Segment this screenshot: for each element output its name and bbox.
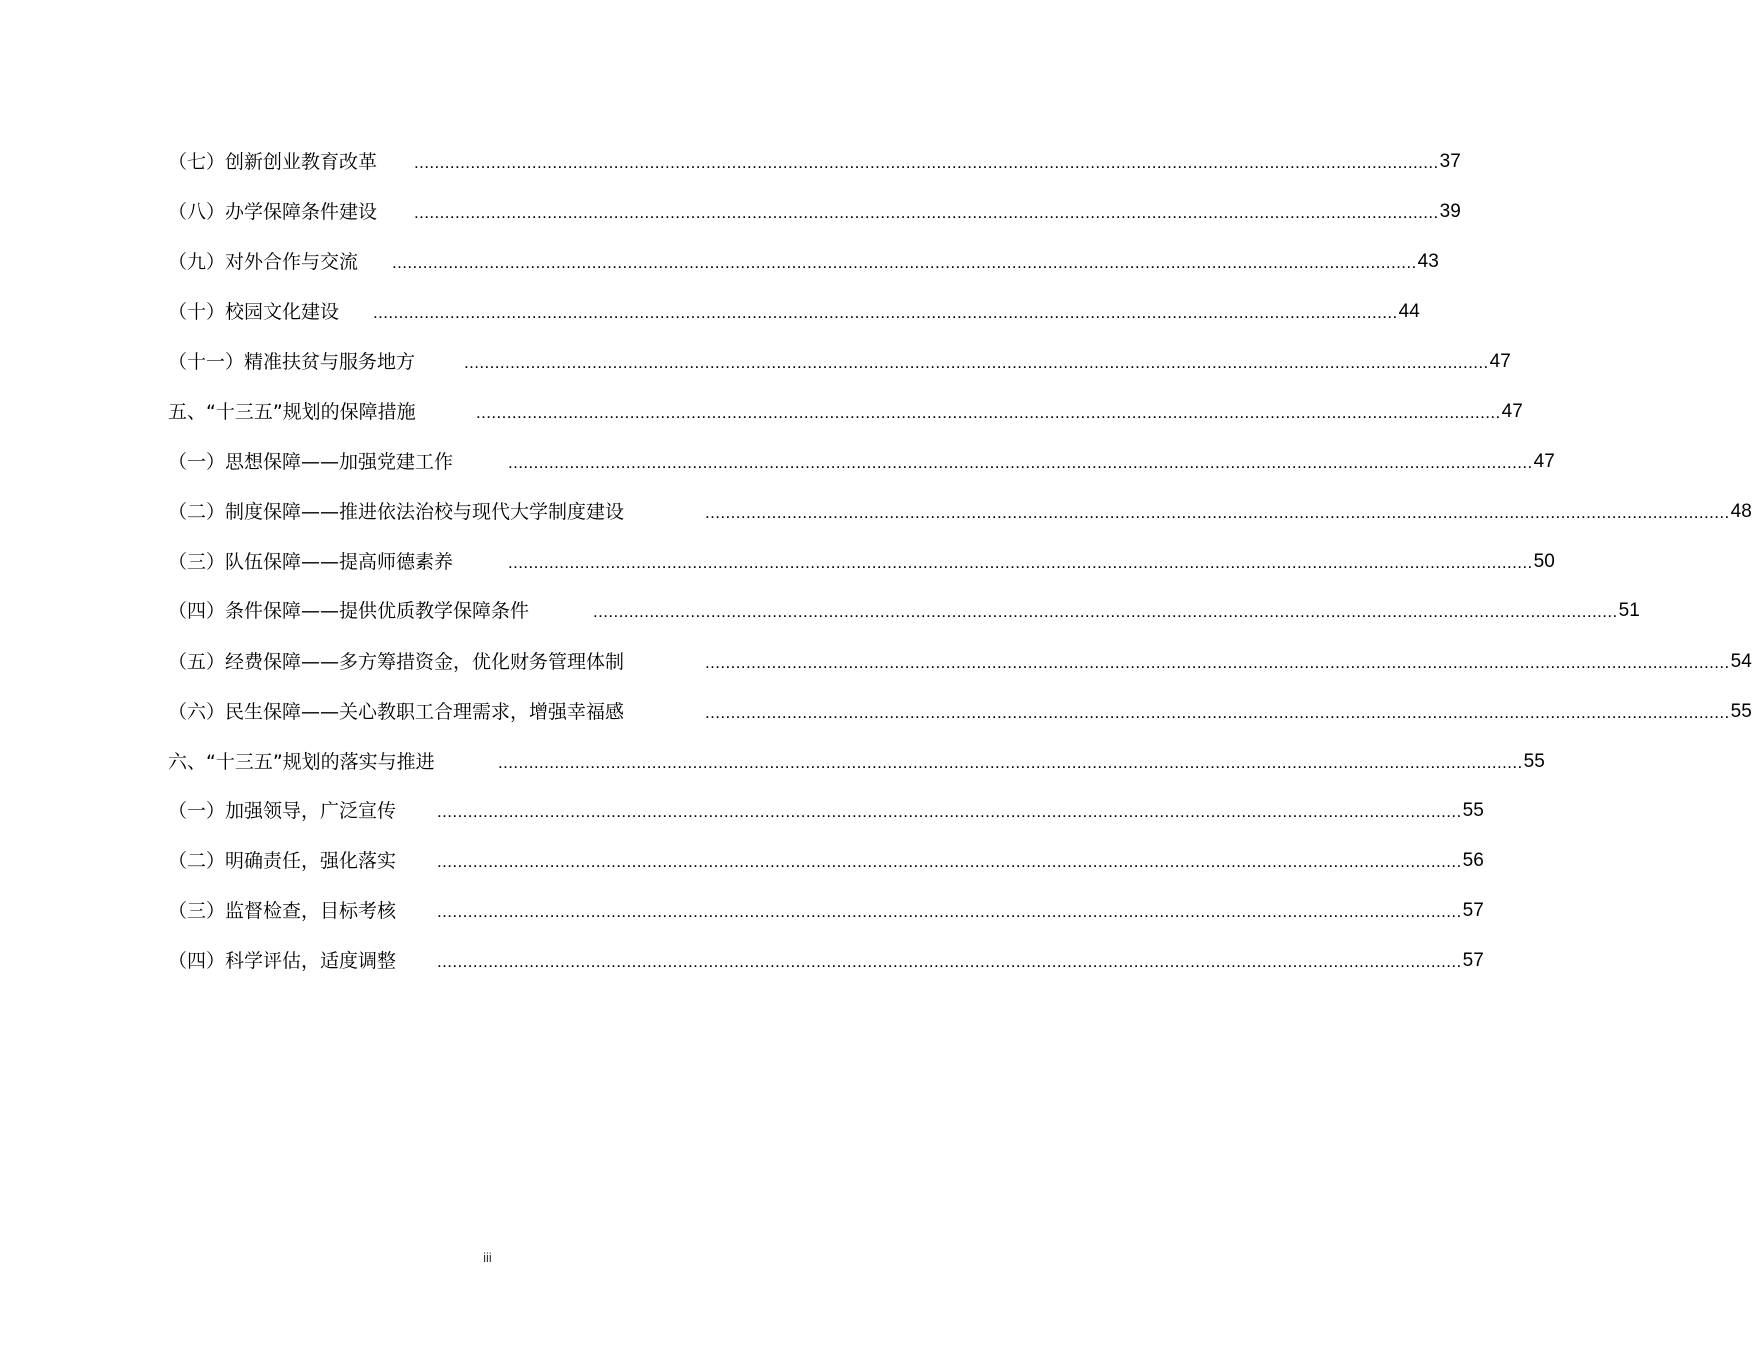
toc-entry-page: 48 xyxy=(1730,501,1752,522)
toc-entry-page: 55 xyxy=(1730,701,1752,722)
toc-leader-dots: ........................................................................................................................................................................................................ xyxy=(593,602,1618,621)
toc-entry[interactable] xyxy=(168,149,1461,175)
toc-entry-page: 47 xyxy=(1489,351,1511,372)
toc-entry-title: （六）民生保障——关心教职工合理需求，增强幸福感 xyxy=(168,701,625,723)
toc-entry-title: （一）加强领导，广泛宣传 xyxy=(168,800,397,822)
toc-entry-title: （十）校园文化建设 xyxy=(168,301,340,323)
toc-leader-dots: ........................................................................................................................................................................................................ xyxy=(508,453,1533,472)
toc-entry[interactable] xyxy=(168,199,1461,225)
toc-leader-dots: ........................................................................................................................................................................................................ xyxy=(437,902,1462,921)
toc-entry[interactable] xyxy=(168,349,1511,375)
toc-entry-title: （四）科学评估，适度调整 xyxy=(168,950,397,972)
toc-leader-dots: ........................................................................................................................................................................................................ xyxy=(705,703,1730,722)
toc-leader-dots: ........................................................................................................................................................................................................ xyxy=(392,253,1417,272)
toc-leader-dots: ........................................................................................................................................................................................................ xyxy=(498,753,1523,772)
toc-leader-dots: ........................................................................................................................................................................................................ xyxy=(414,203,1439,222)
toc-entry[interactable] xyxy=(168,549,1555,575)
toc-entry-title: 五、“十三五”规划的保障措施 xyxy=(168,401,416,423)
toc-entry[interactable] xyxy=(168,749,1545,775)
toc-entry-page: 43 xyxy=(1417,251,1439,272)
toc-leader-dots: ........................................................................................................................................................................................................ xyxy=(437,952,1462,971)
toc-entry[interactable] xyxy=(168,299,1420,325)
toc-entry-page: 55 xyxy=(1462,800,1484,821)
toc-entry[interactable] xyxy=(168,798,1484,824)
toc-entry-page: 47 xyxy=(1533,451,1555,472)
toc-entry[interactable] xyxy=(168,948,1484,974)
toc-entry-title: （四）条件保障——提供优质教学保障条件 xyxy=(168,600,530,622)
toc-entry-page: 39 xyxy=(1439,201,1461,222)
toc-entry[interactable] xyxy=(168,598,1640,624)
toc-leader-dots: ........................................................................................................................................................................................................ xyxy=(437,852,1462,871)
toc-entry[interactable] xyxy=(168,449,1555,475)
toc-entry-page: 54 xyxy=(1730,651,1752,672)
toc-entry-page: 37 xyxy=(1439,151,1461,172)
toc-entry-page: 55 xyxy=(1523,751,1545,772)
toc-entry[interactable] xyxy=(168,249,1439,275)
toc-entry-page: 56 xyxy=(1462,850,1484,871)
toc-entry-page: 44 xyxy=(1398,301,1420,322)
toc-entry-page: 50 xyxy=(1533,551,1555,572)
toc-entry-title: （七）创新创业教育改革 xyxy=(168,151,378,173)
toc-entry[interactable] xyxy=(168,848,1484,874)
toc-entry-title: （三）监督检查，目标考核 xyxy=(168,900,397,922)
toc-entry[interactable] xyxy=(168,699,1752,725)
page-number: iii xyxy=(483,1250,492,1265)
toc-leader-dots: ........................................................................................................................................................................................................ xyxy=(476,403,1501,422)
toc-entry-title: 六、“十三五”规划的落实与推进 xyxy=(168,751,435,773)
toc-entry-title: （十一）精准扶贫与服务地方 xyxy=(168,351,416,373)
toc-leader-dots: ........................................................................................................................................................................................................ xyxy=(508,553,1533,572)
toc-entry-page: 47 xyxy=(1501,401,1523,422)
toc-leader-dots: ........................................................................................................................................................................................................ xyxy=(373,303,1398,322)
toc-entry[interactable] xyxy=(168,898,1484,924)
toc-entry-page: 57 xyxy=(1462,950,1484,971)
toc-entry-title: （九）对外合作与交流 xyxy=(168,251,359,273)
toc-entry-title: （二）明确责任，强化落实 xyxy=(168,850,397,872)
toc-leader-dots: ........................................................................................................................................................................................................ xyxy=(705,503,1730,522)
toc-entry[interactable] xyxy=(168,399,1523,425)
toc-entry-title: （五）经费保障——多方筹措资金，优化财务管理体制 xyxy=(168,651,625,673)
toc-entry-page: 51 xyxy=(1618,600,1640,621)
toc-entry[interactable] xyxy=(168,649,1752,675)
toc-entry-title: （三）队伍保障——提高师德素养 xyxy=(168,551,454,573)
toc-entry-title: （一）思想保障——加强党建工作 xyxy=(168,451,454,473)
toc-entry[interactable] xyxy=(168,499,1752,525)
toc-leader-dots: ........................................................................................................................................................................................................ xyxy=(464,353,1489,372)
toc-entry-page: 57 xyxy=(1462,900,1484,921)
toc-leader-dots: ........................................................................................................................................................................................................ xyxy=(705,653,1730,672)
toc-leader-dots: ........................................................................................................................................................................................................ xyxy=(437,802,1462,821)
toc-entry-title: （二）制度保障——推进依法治校与现代大学制度建设 xyxy=(168,501,625,523)
toc-leader-dots: ........................................................................................................................................................................................................ xyxy=(414,153,1439,172)
toc-entry-title: （八）办学保障条件建设 xyxy=(168,201,378,223)
